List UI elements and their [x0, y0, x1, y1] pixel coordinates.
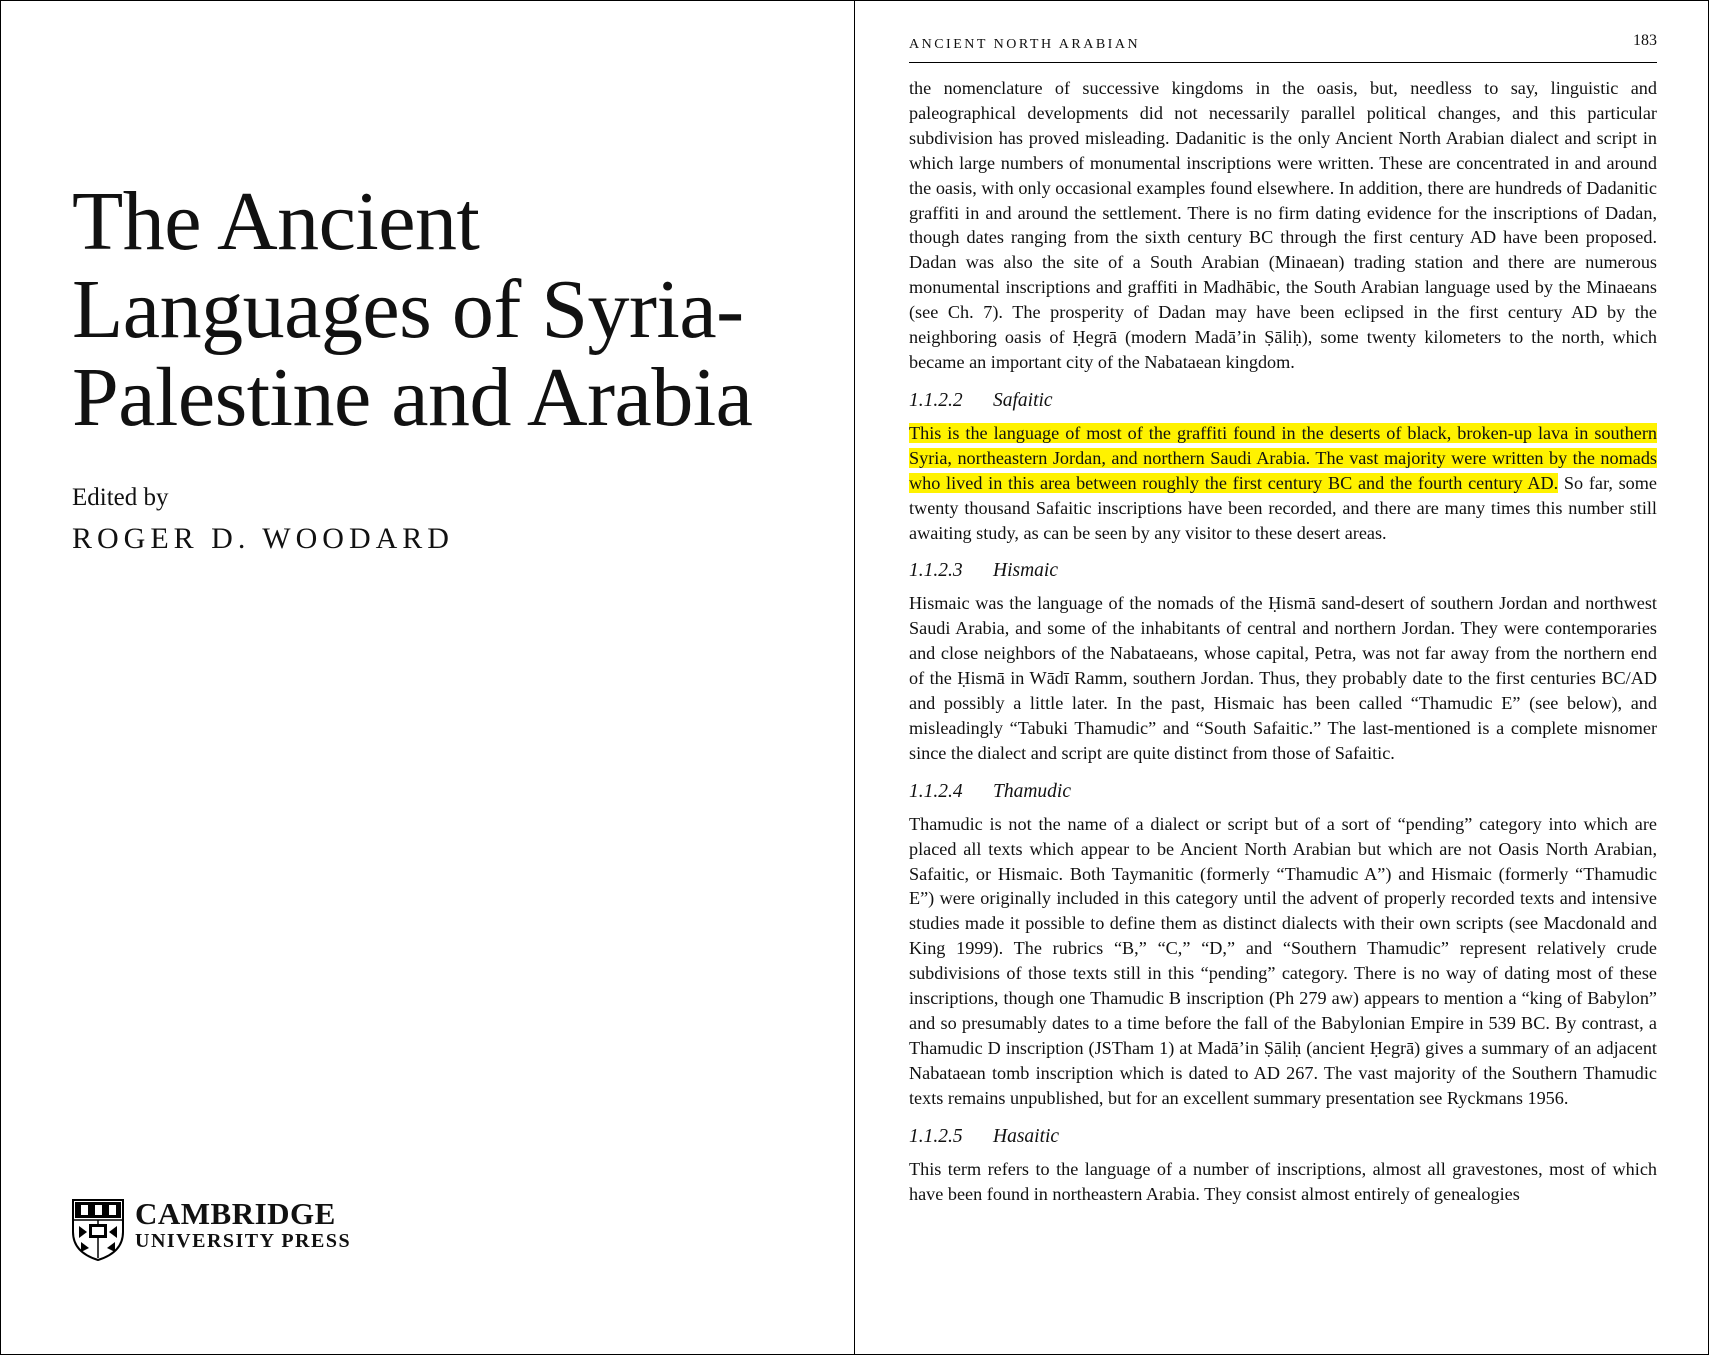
publisher-subtitle: UNIVERSITY PRESS [135, 1230, 352, 1252]
section-number: 1.1.2.5 [909, 1125, 963, 1147]
editor-name: ROGER D. WOODARD [72, 522, 454, 555]
section-title: Hismaic [993, 560, 1058, 582]
running-head [909, 32, 1657, 63]
paragraph-safaitic [909, 421, 1657, 546]
section-title: Thamudic [993, 780, 1071, 802]
paragraph-hasaitic: This term refers to the language of a number of inscriptions, almost all gravestones, most of which have been found in northeastern Arabia. They consist almost entirely of genealogies [909, 1158, 1657, 1204]
section-heading-thamudic [909, 780, 1657, 804]
section-title: Hasaitic [993, 1125, 1060, 1147]
section-heading-safaitic [909, 389, 1657, 413]
title-line-2: Languages of Syria- [72, 263, 744, 356]
title-line-1: The Ancient [72, 175, 480, 268]
highlighted-passage[interactable]: This is the language of most of the graffiti found in the deserts of black, broken-up lava in southern Syria, northeastern Jordan, and northern Saudi Arabia. The vast majority were written by the nomads who lived in this area between roughly the first century BC and the fourth century AD. [909, 422, 1657, 493]
section-heading-hismaic [909, 559, 1657, 583]
paragraph-dadanitic: the nomenclature of successive kingdoms in the oasis, but, needless to say, linguistic and paleographical developments did not necessarily parallel political changes, and this particular subdivision has proved misleading. Dadanitic is the only Ancient North Arabian dialect and script in which large numbers of monumental inscriptions were written. These are concentrated in and around the oasis, with only occasional examples found elsewhere. In addition, there are hundreds of Dadanitic graffiti in and around the settlement. There is no firm dating evidence for the inscriptions of Dadan, though dates ranging from the sixth century BC through the first century AD have been proposed. Dadan was also the site of a South Arabian (Minaean) trading station and there are numerous monumental inscriptions and graffiti in Madhābic, the South Arabian language used by the Minaeans (see Ch. 7). The prosperity of Dadan may have been eclipsed in the first century AD by the neighboring oasis of Ḥegrā (modern Madā’in Ṣāliḥ), some twenty kilometers to the north, which became an important city of the Nabataean kingdom. [909, 78, 1657, 372]
cambridge-crest-icon [71, 1198, 125, 1262]
publisher-logo [71, 1198, 351, 1262]
section-number: 1.1.2.2 [909, 389, 963, 411]
paragraph-thamudic: Thamudic is not the name of a dialect or script but of a sort of “pending” category into which are placed all texts which appear to be Ancient North Arabian but which are not Oasis North Arabian, Safaitic, or Hismaic. Both Taymanitic (formerly “Thamudic A”) and Hismaic (formerly “Thamudic E”) were originally included in this category until the advent of properly recorded texts and intensive studies made it possible to define them as distinct dialects with their own scripts (see Macdonald and King 1999). The rubrics “B,” “C,” “D,” and “Southern Thamudic” represent relatively crude subdivisions of those texts still in this “pending” category. There is no way of dating most of these inscriptions, though one Thamudic B inscription (Ph 279 aw) appears to mention a “king of Babylon” and so presumably dates to a time before the fall of the Babylonian Empire in 539 BC. By contrast, a Thamudic D inscription (JSTham 1) at Madā’in Ṣāliḥ (ancient Ḥegrā) gives a summary of an adjacent Nabataean tomb inscription which is dated to AD 267. The vast majority of the Southern Thamudic texts remains unpublished, but for an excellent summary presentation see Ryckmans 1956. [909, 813, 1657, 1108]
page-body [909, 76, 1657, 1206]
page-number: 183 [1633, 32, 1657, 49]
publisher-name: CAMBRIDGE [135, 1196, 336, 1231]
paragraph-hismaic: Hismaic was the language of the nomads of the Ḥismā sand-desert of southern Jordan and northwest Saudi Arabia, and some of the inhabitants of central and northern Jordan. They were contemporaries and close neighbors of the Nabataeans, whose capital, Petra, was not far away from the northern end of the Ḥismā in Wādī Ramm, southern Jordan. Thus, they probably date to the first centuries BC/AD and possibly a little later. In the past, Hismaic has been called “Thamudic E” (see below), and misleadingly “Tabuki Thamudic” and “South Safaitic.” The last-mentioned is a complete misnomer since the dialect and script are quite distinct from those of Safaitic. [909, 593, 1657, 763]
edited-by-label: Edited by [72, 484, 169, 511]
book-title [72, 175, 832, 444]
section-number: 1.1.2.4 [909, 780, 963, 802]
title-line-3: Palestine and Arabia [72, 351, 753, 444]
section-heading-hasaitic [909, 1125, 1657, 1149]
paragraph-text: So far, some twenty thousand Safaitic inscriptions have been recorded, and there are many times this number still awaiting study, as can be seen by any visitor to these desert areas. [909, 472, 1657, 543]
spread-gutter [854, 0, 855, 1355]
section-number: 1.1.2.3 [909, 560, 963, 582]
section-title: Safaitic [993, 389, 1053, 411]
running-head-title: ANCIENT NORTH ARABIAN [909, 37, 1141, 52]
